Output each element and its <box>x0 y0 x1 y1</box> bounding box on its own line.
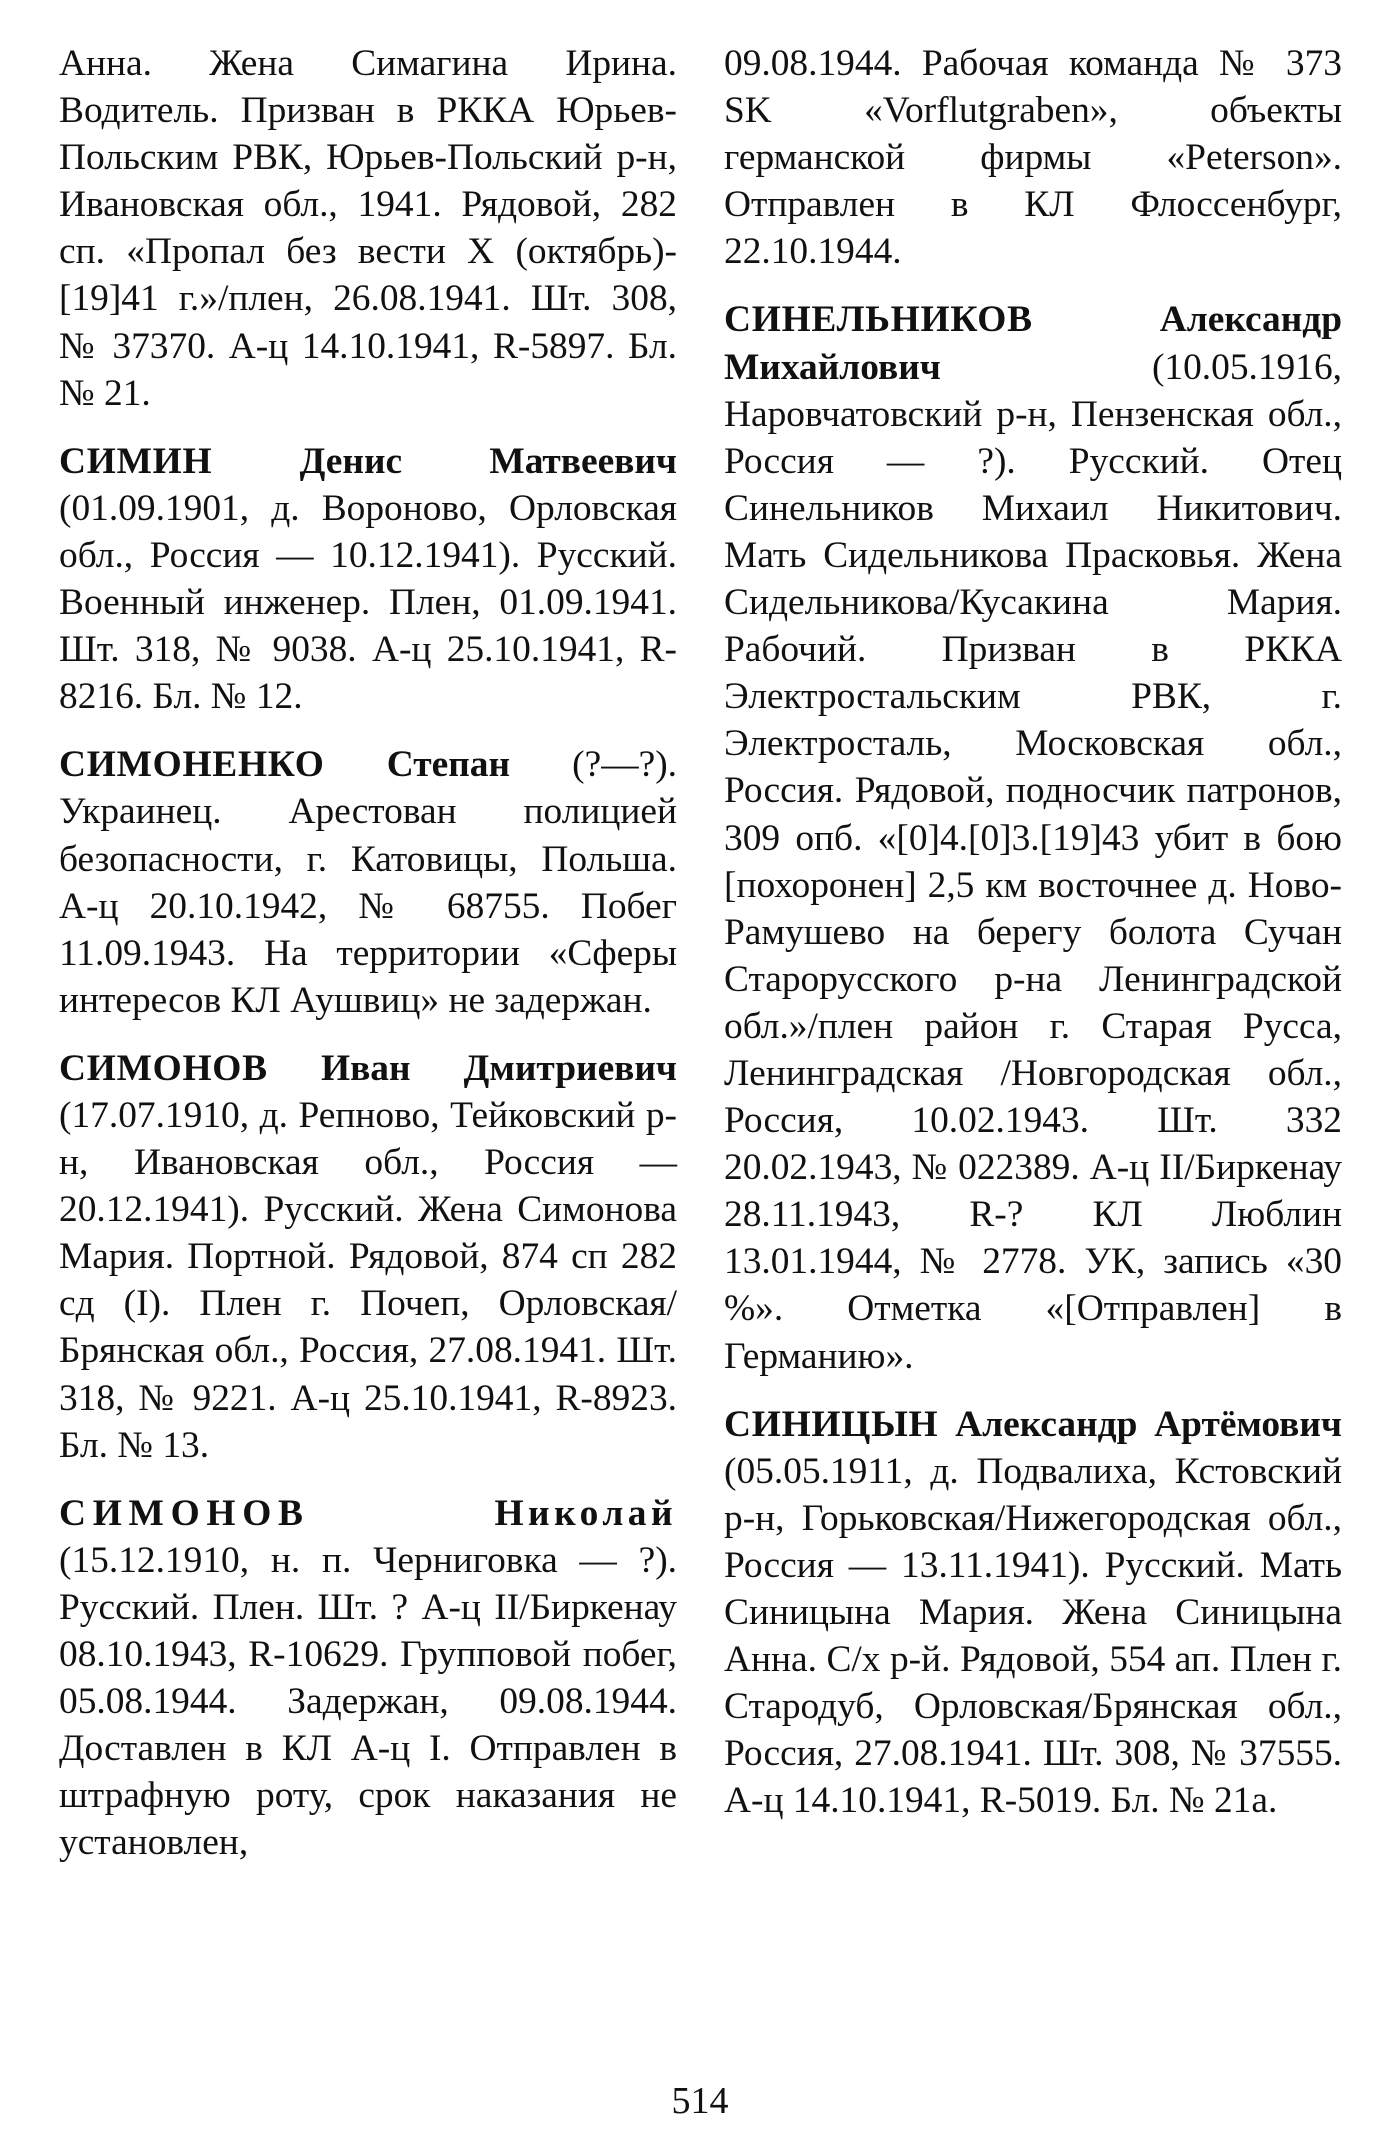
entry-surname: СИНЕЛЬНИКОВ <box>724 299 1033 341</box>
entry-name <box>59 744 510 785</box>
entry-sinitsyn-aleksandr <box>724 1401 1342 1825</box>
page-number: 514 <box>671 2080 729 2122</box>
entry-surname: СИМИН <box>59 440 213 482</box>
entry-text: (01.09.1901, д. Вороново, Орловская обл., Россия — 10.12.1941). Русский. Военный инженер. Плен, 01.09.1941. Шт. 318, № 9038. А-ц 25.10.1941, R-8216. Бл. № 12. <box>59 487 677 718</box>
entry-given-name: Иван Дмитриевич <box>320 1047 677 1089</box>
entry-continuation <box>724 40 1342 275</box>
right-column <box>724 40 1342 1845</box>
entry-text: (10.05.1916, Наровчатовский р-н, Пензенская обл., Россия — ?). Русский. Отец Синельников Михаил Никитович. Мать Сидельникова Прасковья. Жена Сидельникова/Кусакина Мария. Рабочий. Призван в РККА Электростальским РВК, г. Электросталь, Московская обл., Россия. Рядовой, подносчик патронов, 309 опб. «[0]4.[0]3.[19]43 убит в бою [похоронен] 2,5 км восточнее д. Ново-Рамушево на берегу болота Сучан Старорусского р-на Ленинградской обл.»/плен район г. Старая Русса, Ленинградская /Новгородская обл., Россия, 10.02.1943. Шт. 332 20.02.1943, № 022389. А-ц II/Биркенау 28.11.1943, R-? КЛ Люблин 13.01.1944, № 2778. УК, запись «30 %». Отметка «[Отправлен] в Германию». <box>724 346 1342 1377</box>
entry-given-name: Степан <box>386 744 510 786</box>
entry-name <box>59 441 677 482</box>
entry-surname: СИМОНЕНКО <box>59 744 325 786</box>
entry-text: (05.05.1911, д. Подвалиха, Кстовский р-н, Горьковская/Нижегородская обл., Россия — 13.11.1941). Русский. Мать Синицына Мария. Жена Синицына Анна. С/х р-й. Рядовой, 554 ап. Плен г. Стародуб, Орловская/Брянская обл., Россия, 27.08.1941. Шт. 308, № 37555. А-ц 14.10.1941, R-5019. Бл. № 21а. <box>724 1450 1342 1822</box>
entry-text: (17.07.1910, д. Репново, Тейковский р-н, Ивановская обл., Россия — 20.12.1941). Русский. Жена Симонова Мария. Портной. Рядовой, 874 сп 282 сд (I). Плен г. Почеп, Орловская/Брянская обл., Россия, 27.08.1941. Шт. 318, № 9221. А-ц 25.10.1941, R-8923. Бл. № 13. <box>59 1094 677 1466</box>
entry-surname: СИМОНОВ <box>59 1492 310 1534</box>
entry-simonov-nikolai <box>59 1490 677 1867</box>
entry-given-name: Николай <box>494 1492 677 1534</box>
entry-given-name: Денис Матвеевич <box>299 440 677 482</box>
entry-given-name: Александр Михайлович <box>724 299 1342 388</box>
entry-text: (15.12.1910, н. п. Черниговка — ?). Русский. Плен. Шт. ? А-ц II/Биркенау 08.10.1943, R-10629. Групповой побег, 05.08.1944. Задержан, 09.08.1944. Доставлен в КЛ А-ц I. Отправлен в штрафную роту, срок наказания не установлен, <box>59 1539 677 1864</box>
entry-name <box>59 1048 677 1089</box>
entry-surname: СИНИЦЫН <box>724 1403 939 1445</box>
entry-text: 09.08.1944. Рабочая команда № 373 SK «Vorflutgraben», объекты германской фирмы «Peterson». Отправлен в КЛ Флоссенбург, 22.10.1944. <box>724 43 1342 273</box>
entry-text: (?—?). Украинец. Арестован полицией безопасности, г. Катовицы, Польша. А-ц 20.10.1942, № 68755. Побег 11.09.1943. На территории «Сферы интересов КЛ Аушвиц» не задержан. <box>59 744 677 1021</box>
entry-text: Анна. Жена Симагина Ирина. Водитель. Призван в РККА Юрьев-Польским РВК, Юрьев-Польский р-н, Ивановская обл., 1941. Рядовой, 282 сп. «Пропал без вести X (октябрь)-[19]41 г.»/плен, 26.08.1941. Шт. 308, № 37370. А-ц 14.10.1941, R-5897. Бл. № 21. <box>59 43 677 414</box>
entry-simonov-ivan <box>59 1045 677 1469</box>
left-column <box>59 40 677 1887</box>
entry-sinelnikov-aleksandr <box>724 296 1342 1379</box>
entry-simonenko-stepan <box>59 741 677 1024</box>
entry-given-name: Александр Артёмович <box>955 1403 1342 1445</box>
entry-simin-denis <box>59 438 677 721</box>
entry-name <box>59 1493 677 1534</box>
entry-continuation <box>59 40 677 417</box>
entry-name <box>724 1404 1342 1445</box>
entry-surname: СИМОНОВ <box>59 1047 268 1089</box>
